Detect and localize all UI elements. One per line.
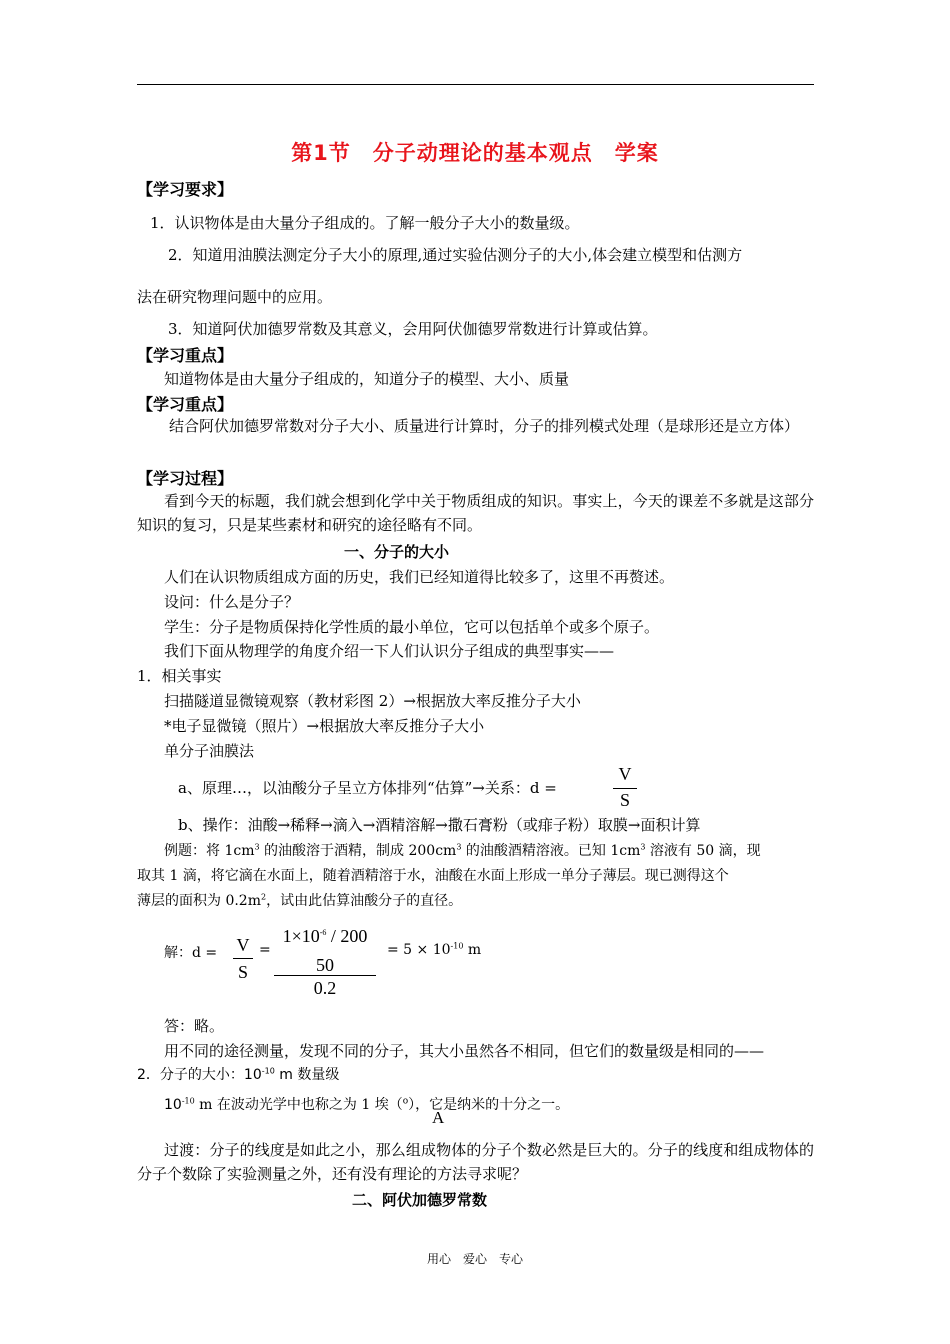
- process-heading: 【学习过程】: [137, 469, 234, 488]
- section-2-title: 二、阿伏加德罗常数: [352, 1191, 488, 1209]
- paragraph-question: 设问：什么是分子？: [164, 593, 300, 611]
- angstrom-symbol: A: [432, 1108, 445, 1127]
- principle-numerator: V: [618, 764, 632, 784]
- transition-paragraph: 过渡：分子的线度是如此之小，那么组成物体的分子个数必然是巨大的。分子的线度和组成物体的分子个数除了实验测量之外，还有没有理论的方法寻求呢？: [137, 1141, 814, 1183]
- difficulty-text: 结合阿伏加德罗常数对分子大小、质量进行计算时，分子的排列模式处理（是球形还是立方体）: [169, 417, 800, 435]
- solution-equals: =: [259, 942, 271, 958]
- requirement-3: 3．知道阿伏加德罗常数及其意义，会用阿伏伽德罗常数进行计算或估算。: [168, 320, 658, 338]
- item-2-heading: 2．分子的大小：$10^{-10}$ m 数量级: [137, 1066, 340, 1083]
- item-1-heading: 1．相关事实: [137, 667, 222, 685]
- focus-heading: 【学习重点】: [137, 346, 234, 365]
- principle-denominator: S: [619, 790, 630, 810]
- process-intro: 看到今天的标题，我们就会想到化学中关于物质组成的知识。事实上，今天的课差不多就是这部分知识的复习，只是某些素材和研究的途径略有不同。: [137, 492, 814, 534]
- solution-middle: 50: [316, 955, 334, 975]
- page-footer: 用心 爱心 专心: [426, 1252, 523, 1266]
- operation-line: b、操作：油酸→稀释→滴入→酒精溶解→撒石膏粉（或痱子粉）取膜→面积计算: [178, 816, 701, 834]
- fact-em: *电子显微镜（照片）→根据放大率反推分子大小: [164, 717, 485, 735]
- example-line3: 薄层的面积为 $0.2m^2$，试由此估算油酸分子的直径。: [137, 892, 463, 909]
- solution-V: V: [236, 935, 250, 955]
- angstrom-line: $10^{-10}$ m 在波动光学中也称之为 1 埃（$^o$），它是纳米的十分之一。: [164, 1096, 570, 1113]
- header-rule: [137, 84, 814, 85]
- paragraph-student: 学生：分子是物质保持化学性质的最小单位，它可以包括单个或多个原子。: [164, 618, 660, 636]
- solution-prefix: 解：d =: [164, 945, 218, 961]
- page-title: 第1节 分子动理论的基本观点 学案: [291, 141, 659, 165]
- focus-text: 知道物体是由大量分子组成的，知道分子的模型、大小、质量: [164, 370, 570, 388]
- fact-oil-film: 单分子油膜法: [164, 742, 255, 760]
- conclusion: 用不同的途径测量，发现不同的分子，其大小虽然各不相同，但它们的数量级是相同的——: [164, 1042, 765, 1060]
- paragraph-history: 人们在认识物质组成方面的历史，我们已经知道得比较多了，这里不再赘述。: [164, 568, 675, 586]
- section-1-title: 一、分子的大小: [344, 543, 450, 561]
- example-line2: 取其 1 滴，将它滴在水面上，随着酒精溶于水，油酸在水面上形成一单分子薄层。现已测得这个: [137, 868, 729, 884]
- paragraph-intro-facts: 我们下面从物理学的角度介绍一下人们认识分子组成的典型事实——: [164, 642, 615, 660]
- fact-stm: 扫描隧道显微镜观察（教材彩图 2）→根据放大率反推分子大小: [164, 692, 581, 710]
- solution-main-line: [274, 975, 376, 976]
- requirement-2-line2: 法在研究物理问题中的应用。: [137, 288, 333, 306]
- solution-result: = $5 \times 10^{-10}$ m: [387, 941, 482, 958]
- solution-numerator: $1\times 10^{-6} / 200$: [282, 926, 368, 946]
- requirement-1: 1．认识物体是由大量分子组成的。了解一般分子大小的数量级。: [150, 214, 580, 232]
- principle-fraction-line: [613, 788, 637, 789]
- requirements-heading: 【学习要求】: [137, 180, 234, 199]
- example-line1: 例题：将 $1cm^3$ 的油酸溶于酒精，制成 $200cm^3$ 的油酸酒精溶液。已知 $1cm^3$ 溶液有 50 滴，现: [164, 842, 761, 859]
- difficulty-heading: 【学习重点】: [137, 395, 234, 414]
- principle-line: a、原理…，以油酸分子呈立方体排列“估算”→关系：d =: [178, 779, 557, 797]
- solution-VS-line: [233, 958, 253, 959]
- solution-denominator: 0.2: [313, 978, 337, 998]
- requirement-2-line1: 2．知道用油膜法测定分子大小的原理,通过实验估测分子的大小,体会建立模型和估测方: [168, 246, 743, 264]
- answer: 答：略。: [164, 1017, 225, 1035]
- solution-S: S: [237, 962, 248, 982]
